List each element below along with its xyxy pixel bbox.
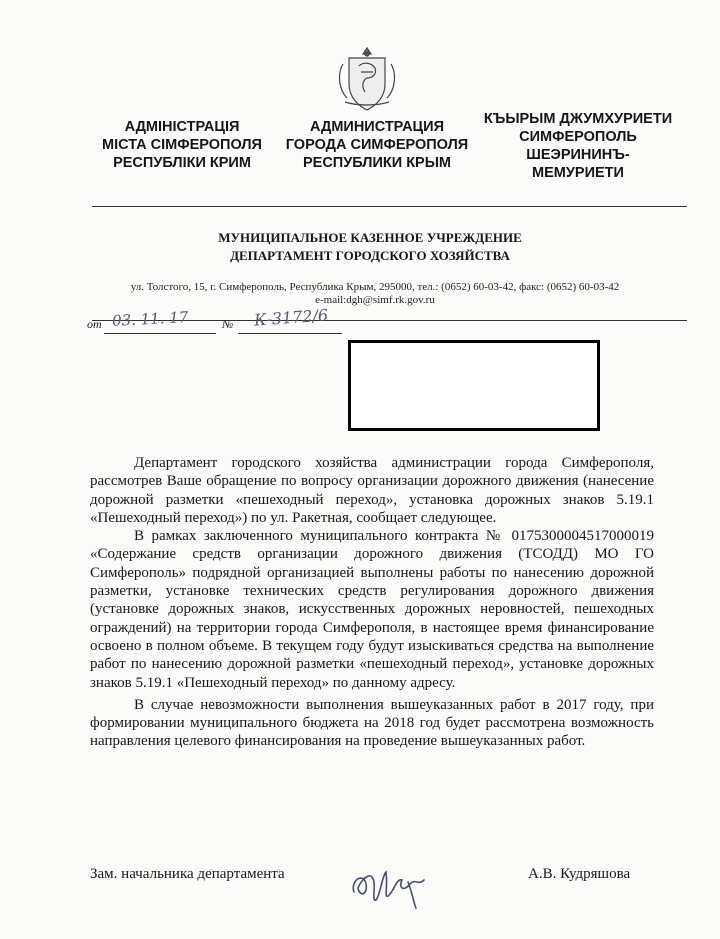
header-russian-line: РЕСПУБЛИКИ КРЫМ bbox=[302, 155, 451, 171]
number-underline bbox=[238, 333, 342, 334]
header-crimean-tatar-line: МЕМУРИЕТИ bbox=[532, 165, 624, 181]
body-paragraph: Департамент городского хозяйства администрации города Симферополя, рассмотрев Ваше обращение по вопросу организации дорожного движения (нанесение дорожной разметки «пешеходный переход», установка дорожных знаков 5.19.1 «Пешеходный переход») по ул. Ракетная, сообщает следующее. bbox=[90, 455, 654, 526]
header-russian bbox=[282, 118, 472, 172]
header-ukrainian-line: МІСТА СІМФЕРОПОЛЯ bbox=[102, 137, 262, 153]
signatory-name: А.В. Кудряшова bbox=[528, 866, 631, 882]
body-paragraph: В рамках заключенного муниципального контракта № 0175300004517000019 «Содержание средств организации дорожного движения (ТСОДД) МО ГО Симферополь» подрядной организацией выполнены работы по нанесению дорожной разметки, установке технических средств регулирования дорожного движения (установке дорожных знаков, искусственных дорожных неровностей, пешеходных ограждений) на территории города Симферополя, в настоящее время финансирование освоено в полном объеме. В текущем году будут изыскиваться средства на выполнение работ по нанесению дорожной разметки «пешеходный переход», установке дорожных знаков 5.19.1 «Пешеходный переход» по данному адресу. bbox=[90, 528, 654, 691]
redacted-recipient-box bbox=[348, 340, 600, 431]
number-label: № bbox=[222, 317, 234, 331]
date-underline bbox=[104, 333, 216, 334]
institution-line1: МУНИЦИПАЛЬНОЕ КАЗЕННОЕ УЧРЕЖДЕНИЕ bbox=[218, 230, 522, 245]
number-value: К-3172/6 bbox=[253, 305, 329, 330]
signatory-position: Зам. начальника департамента bbox=[90, 866, 285, 882]
header-russian-line: АДМИНИСТРАЦИЯ bbox=[309, 119, 444, 135]
date-label: от bbox=[87, 317, 102, 331]
body-paragraph: В случае невозможности выполнения вышеуказанных работ в 2017 году, при формировании муниципального бюджета на 2018 год будет рассмотрена возможность направления целевого финансирования на проведение вышеуказанных работ. bbox=[90, 696, 654, 750]
header-divider bbox=[92, 206, 687, 207]
header-crimean-tatar-line: КЪЫРЫМ ДЖУМХУРИЕТИ bbox=[483, 111, 673, 127]
institution-line2: ДЕПАРТАМЕНТ ГОРОДСКОГО ХОЗЯЙСТВА bbox=[230, 248, 510, 263]
header-ukrainian-line: РЕСПУБЛІКИ КРИМ bbox=[113, 155, 251, 171]
header-crimean-tatar bbox=[480, 110, 676, 182]
letter-body bbox=[90, 454, 654, 751]
header-crimean-tatar-line: ШЕЭРИНИНЪ- bbox=[526, 147, 630, 163]
date-value: 03. 11. 17 bbox=[111, 308, 189, 330]
header-russian-line: ГОРОДА СИМФЕРОПОЛЯ bbox=[285, 137, 469, 153]
institution-title bbox=[160, 229, 580, 265]
handwritten-signature bbox=[346, 852, 446, 912]
header-ukrainian-line: АДМІНІСТРАЦІЯ bbox=[124, 119, 240, 135]
header-ukrainian bbox=[88, 118, 276, 172]
address-line: ул. Толстого, 15, г. Симферополь, Республика Крым, 295000, тел.: (0652) 60-03-42, факс: (0652) 60-03-42 bbox=[130, 281, 620, 293]
header-crimean-tatar-line: СИМФЕРОПОЛЬ bbox=[519, 129, 637, 145]
address-block bbox=[90, 281, 660, 307]
email-line: e-mail:dgh@simf.rk.gov.ru bbox=[315, 294, 435, 306]
coat-of-arms-icon bbox=[331, 44, 403, 116]
